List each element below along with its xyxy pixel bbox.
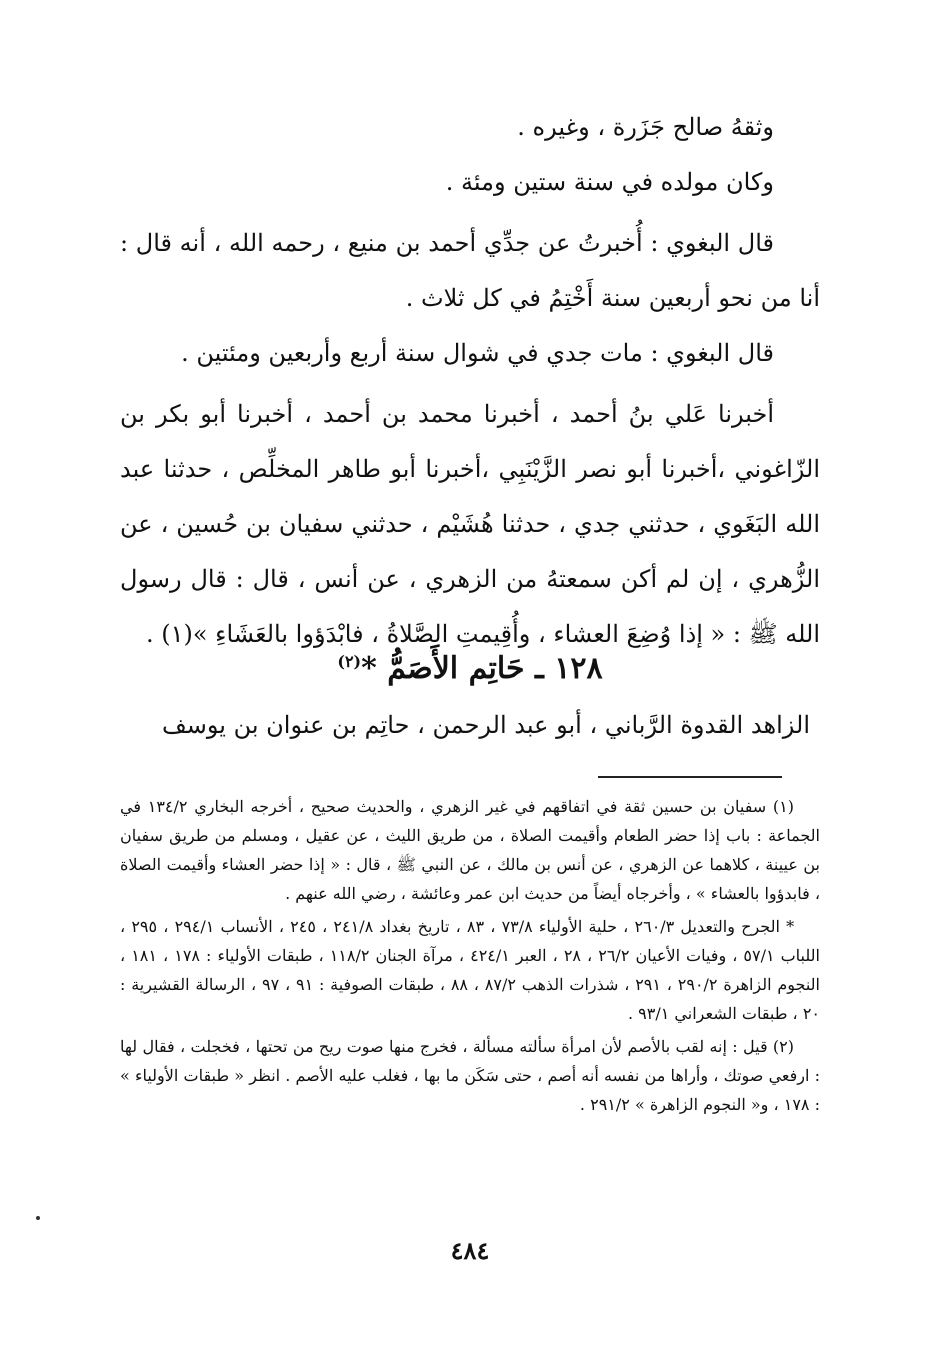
footnote-separator <box>598 776 782 778</box>
main-text <box>120 100 820 662</box>
paragraph-3: قال البغوي : أُخبرتُ عن جدِّي أحمد بن منيع ، رحمه الله ، أنه قال : أنا من نحو أربعين سنة أَخْتِمُ في كل ثلاث . <box>120 229 820 312</box>
footnote-sources: * الجرح والتعديل ٢٦٠/٣ ، حلية الأولياء ٧٣/٨ ، ٨٣ ، تاريخ بغداد ٢٤١/٨ ، ٢٤٥ ، الأنساب ٢٩٤/١ ، ٢٩٥ ، اللباب ٥٧/١ ، وفيات الأعيان ٢٦/٢ ، ٢٨ ، العبر ٤٢٤/١ ، مرآة الجنان ١١٨/٢ ، طبقات الأولياء : ١٧٨ ، ١٨١ ، النجوم الزاهرة ٢٩٠/٢ ، ٢٩١ ، شذرات الذهب ٨٧/٢ ، ٨٨ ، طبقات الصوفية : ٩١ ، ٩٧ ، الرسالة القشيرية : ٢٠ ، طبقات الشعراني ٩٣/١ . <box>120 917 821 1023</box>
page-number: ٤٨٤ <box>450 1236 490 1265</box>
heading-footnote-marker: (٢) <box>337 652 362 671</box>
biography-opening: الزاهد القدوة الرَّباني ، أبو عبد الرحمن ، حاتِم بن عنوان بن يوسف <box>161 711 810 739</box>
heading-text: ١٢٨ ـ حَاتِم الأَصَمُّ * <box>361 651 603 686</box>
paragraph-5: أخبرنا عَلي بنُ أحمد ، أخبرنا محمد بن أحمد ، أخبرنا أبو بكر بن الزّاغوني ،أخبرنا أبو نصر الزَّيْنَبِي ،أخبرنا أبو طاهر المخلِّص ، حدثنا عبد الله البَغَوي ، حدثني جدي ، حدثنا هُشَيْم ، حدثني سفيان بن حُسين ، عن الزُّهري ، إن لم أكن سمعتهُ من الزهري ، عن أنس ، قال : قال رسول الله ﷺ : « إذا وُضِعَ العشاء ، وأُقِيمتِ الصَّلاةُ ، فابْدَؤوا بالعَشَاءِ »(١) . <box>120 400 820 648</box>
section-heading <box>0 640 940 691</box>
footnote-2: (٢) قيل : إنه لقب بالأصم لأن امرأة سألته مسألة ، فخرج منها صوت ريح من تحتها ، فخجلت ، فقال لها : ارفعي صوتك ، وأراها من نفسه أنه أصم ، حتى سَكَن ما بها ، فغلب عليه الأصم . انظر « طبقات الأولياء » : ١٧٨ ، و« النجوم الزاهرة » ٢٩١/٢ . <box>120 1037 820 1114</box>
footnote-1: (١) سفيان بن حسين ثقة في اتفاقهم في غير الزهري ، والحديث صحيح ، أخرجه البخاري ١٣٤/٢ في الجماعة : باب إذا حضر الطعام وأقيمت الصلاة ، من طريق الليث ، عن عقيل ، ومسلم من طريق سفيان بن عيينة ، كلاهما عن الزهري ، عن أنس بن مالك ، عن النبي ﷺ ، قال : « إذا حضر العشاء وأقيمت الصلاة ، فابدؤوا بالعشاء » ، وأخرجاه أيضاً من حديث ابن عمر وعائشة ، رضي الله عنهم . <box>120 797 820 903</box>
paragraph-1: وثقهُ صالح جَزَرة ، وغيره . <box>517 113 774 141</box>
footnotes <box>120 792 820 1123</box>
paragraph-2: وكان مولده في سنة ستين ومئة . <box>445 168 774 196</box>
paragraph-4: قال البغوي : مات جدي في شوال سنة أربع وأربعين ومئتين . <box>181 339 774 367</box>
scan-speck <box>36 1216 40 1220</box>
